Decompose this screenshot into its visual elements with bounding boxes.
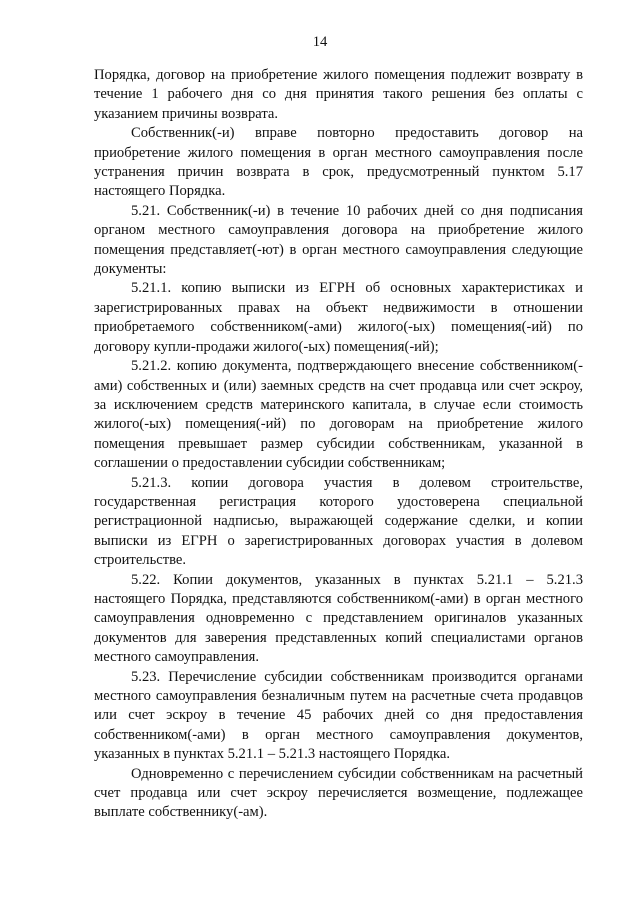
document-body [94, 66, 583, 823]
paragraph-return-contract: Порядка, договор на приобретение жилого помещения подлежит возврату в течение 1 рабочего дня со дня принятия такого решения без оплаты с указанием причины возврата. [94, 67, 583, 122]
paragraph-5-21: 5.21. Собственник(-и) в течение 10 рабочих дней со дня подписания органом местного самоуправления договора на приобретение жилого помещения представляет(-ют) в орган местного самоуправления следующие документы: [94, 202, 583, 278]
paragraph-compensation: Одновременно с перечислением субсидии собственникам на расчетный счет продавца или счет эскроу перечисляется возмещение, подлежащее выплате собственнику(-ам). [94, 765, 583, 821]
page-number: 14 [312, 34, 328, 50]
paragraph-5-21-2: 5.21.2. копию документа, подтверждающего внесение собственником(-ами) собственных и (или) заемных средств на счет продавца или счет эскроу, за исключением средств материнского капитала, в случае если стоимость жилого(-ых) помещения(-ий) по договорам на приобретение жилого помещения превышает размер субсидии собственникам, указанной в соглашении о предоставлении субсидии собственникам; [94, 358, 583, 472]
paragraph-resubmit-contract: Собственник(-и) вправе повторно предоставить договор на приобретение жилого помещения в орган местного самоуправления после устранения причин возврата в срок, предусмотренный пунктом 5.17 настоящего Порядка. [94, 125, 583, 200]
paragraph-5-21-3: 5.21.3. копии договора участия в долевом строительстве, государственная регистрация которого удостоверена специальной регистрационной надписью, выражающей содержание сделки, и копии выписки из ЕГРН о зарегистрированных договорах участия в долевом строительстве. [94, 474, 583, 569]
paragraph-5-22: 5.22. Копии документов, указанных в пунктах 5.21.1 – 5.21.3 настоящего Порядка, представляются собственником(-ами) в орган местного самоуправления одновременно с представлением оригиналов указанных документов для заверения представленных копий специалистами органов местного самоуправления. [94, 571, 583, 666]
paragraph-5-21-1: 5.21.1. копию выписки из ЕГРН об основных характеристиках и зарегистрированных правах на объект недвижимости в отношении приобретаемого собственником(-ами) жилого(-ых) помещения(-ий) по договору купли-продажи жилого(-ых) помещения(-ий); [94, 280, 583, 355]
paragraph-5-23: 5.23. Перечисление субсидии собственникам производится органами местного самоуправления безналичным путем на расчетные счета продавцов или счет эскроу в течение 45 рабочих дней со дня предоставления собственником(-ами) в орган местного самоуправления документов, указанных в пунктах 5.21.1 – 5.21.3 настоящего Порядка. [94, 668, 583, 763]
